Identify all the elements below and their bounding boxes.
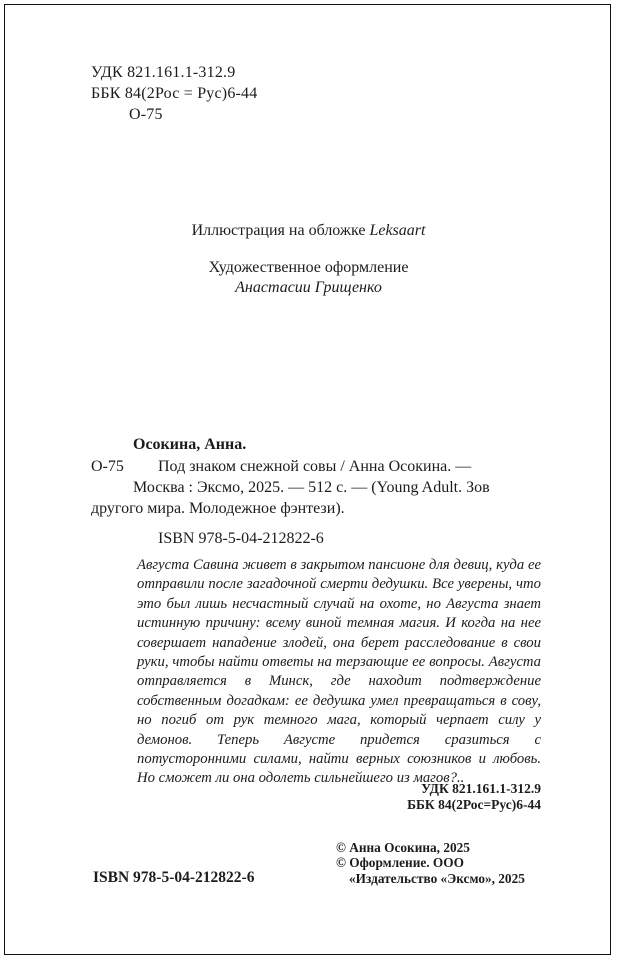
copyright-block	[336, 840, 525, 886]
cover-illustration-credit	[0, 222, 617, 240]
book-annotation: Августа Савина живет в закрытом пансионе для девиц, куда ее отправили после загадочной смерти дедушки. Все уверены, что это был лишь несчастный случай на охоте, но Августа знает истинную причину: всему виной темная магия. И когда на нее совершает нападение злодей, она берет расследование в свои руки, чтобы найти ответы на терзающие ее вопросы. Августа отправляется в Минск, где находит подтверждение собственным догадкам: ее дедушка умел превращаться в сову, но погиб от рук темного мага, который черпает силу у демонов. Теперь Августе придется сразиться с потусторонними силами, найти верных союзников и любовь. Но сможет ли она одолеть сильнейшего из магов?..	[137, 557, 541, 787]
catalog-card-entry	[91, 434, 546, 549]
catalog-entry-line: Москва : Эксмо, 2025. — 512 с. — (Young Adult. Зов	[133, 479, 490, 496]
bibliographic-codes-bottom	[0, 781, 541, 812]
copyright-design: © Оформление. ООО	[336, 855, 464, 871]
bibliographic-codes-top	[91, 62, 257, 125]
author-sign-code-top: О-75	[129, 106, 163, 123]
udk-code-bottom: УДК 821.161.1-312.9	[421, 781, 541, 796]
bbk-code-top: ББК 84(2Рос = Рус)6-44	[91, 85, 258, 102]
catalog-author: Осокина, Анна.	[133, 436, 247, 453]
isbn-entry: ISBN 978-5-04-212822-6	[158, 530, 324, 547]
cover-artist-name: Leksaart	[369, 222, 426, 239]
author-sign-code-entry: О-75	[91, 458, 124, 475]
designer-name: Анастасии Грищенко	[235, 279, 382, 296]
cover-credit-label: Иллюстрация на обложке	[191, 222, 370, 239]
copyright-design-continuation: «Издательство «Эксмо», 2025	[349, 870, 525, 886]
isbn-footer: ISBN 978-5-04-212822-6	[93, 869, 255, 886]
credits-block	[0, 222, 617, 297]
catalog-entry-line	[91, 456, 546, 477]
udk-code-top: УДК 821.161.1-312.9	[91, 64, 236, 81]
catalog-entry-line: другого мира. Молодежное фэнтези).	[91, 500, 345, 517]
catalog-title-line: Под знаком снежной совы / Анна Осокина. —	[158, 458, 472, 475]
design-credit-label: Художественное оформление	[208, 259, 409, 276]
copyright-author: © Анна Осокина, 2025	[336, 840, 470, 855]
bbk-code-bottom: ББК 84(2Рос=Рус)6-44	[407, 796, 541, 812]
